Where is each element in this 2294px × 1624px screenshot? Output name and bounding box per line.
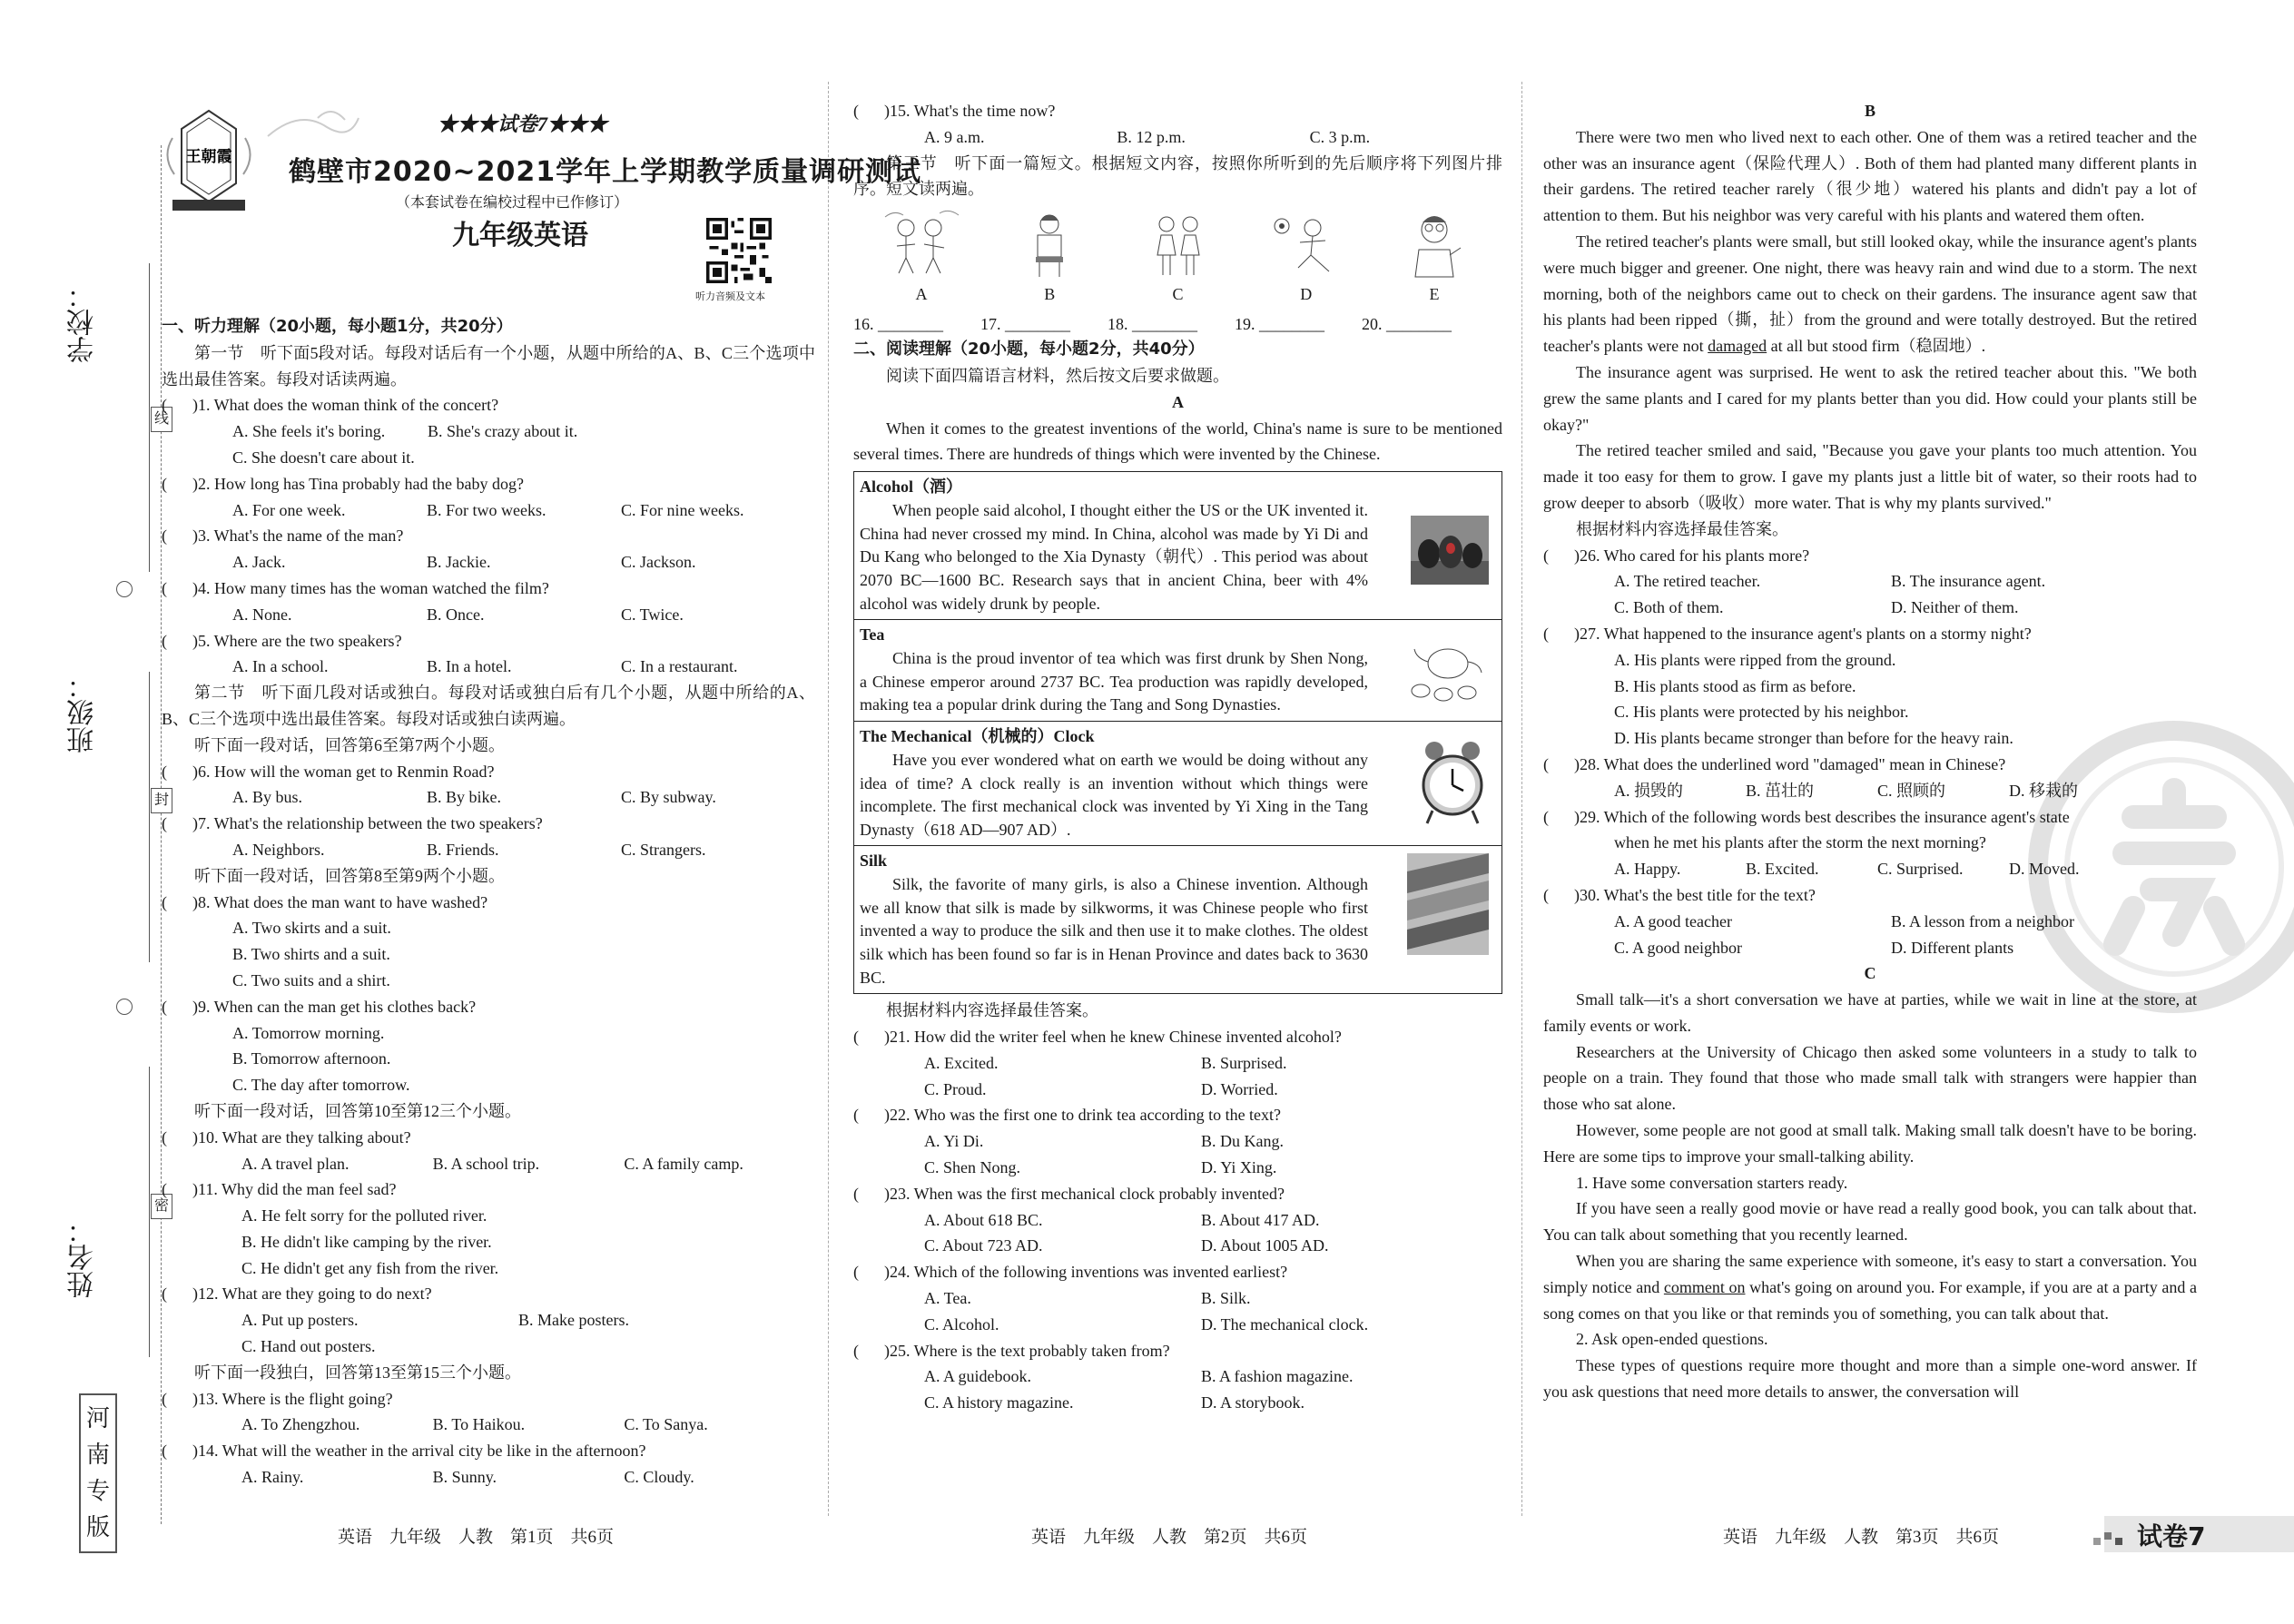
class-label: 班级： <box>67 672 99 753</box>
brand-logo <box>163 102 254 220</box>
invention-tea-title: Tea <box>860 625 885 645</box>
passage-c-label: C <box>1864 964 1876 983</box>
passage-c-para-3: However, some people are not good at small talk. Making small talk doesn't have to be boring. Here are some tips to improve your small-talking ability. <box>1543 1121 2197 1166</box>
q11-option-c[interactable]: C. He didn't get any fish from the river. <box>241 1258 499 1277</box>
passage-b-label: B <box>1864 102 1876 120</box>
question-25: ( )25. Where is the text probably taken from? <box>853 1341 1170 1360</box>
question-1: ( )1. What does the woman think of the concert? <box>162 396 499 415</box>
qr-caption: 听力音频及文本 <box>695 291 765 302</box>
invention-clock <box>854 722 1501 846</box>
invention-silk-text: Silk, the favorite of many girls, is also a Chinese invention. Although we all know that silk is made by silkworms, it was Chinese people who first invented a way to produce the silk and then use it to make clothes. The oldest silk which has been found so far is in Henan Province and dates back to 3630 BC. <box>860 875 1368 987</box>
q4-options[interactable]: A. None. B. Once. C. Twice. <box>232 605 684 624</box>
seal-mark-mi: 密 <box>151 1194 172 1219</box>
q30-options-cd[interactable]: C. A good neighbor D. Different plants <box>1614 938 2014 957</box>
q27-option-d[interactable]: D. His plants became stronger than before for the heavy rain. <box>1614 729 2013 748</box>
q25-options-ab[interactable]: A. A guidebook. B. A fashion magazine. <box>924 1367 1354 1386</box>
blank-17[interactable]: 17. ________ <box>980 315 1070 334</box>
passage-c-tip-1: 1. Have some conversation starters ready. <box>1576 1173 1848 1192</box>
question-14: ( )14. What will the weather in the arrival city be like in the afternoon? <box>162 1442 646 1461</box>
seal-mark-xian: 线 <box>151 407 172 432</box>
column-1 <box>162 314 815 1491</box>
q3-options[interactable]: A. Jack. B. Jackie. C. Jackson. <box>232 553 696 572</box>
column-3 <box>1543 98 2197 1405</box>
q28-options[interactable]: A. 损毁的 B. 茁壮的 C. 照顾的 D. 移栽的 <box>1614 781 2078 800</box>
footer-page-2: 英语 九年级 人教 第2页 共6页 <box>1031 1528 1308 1547</box>
class-line <box>149 672 150 962</box>
passage-c-para-2: Researchers at the University of Chicago then asked some volunteers in a study to talk to people on a train. They found that those who made small talk with strangers were happier than those who sat alone. <box>1543 1042 2197 1114</box>
passage-c-para-4: If you have seen a really good movie or have read a really good book, you can talk about that. You can talk about something that you recently learned. <box>1543 1199 2197 1245</box>
invention-alcohol-text: When people said alcohol, I thought either the US or the UK invented it. China had never crossed my mind. In China, alcohol was made by Yi Di and Du Kang who belonged to the Xia Dynasty（朝代）. This period was about 2070 BC—1600 BC. Research says that in ancient China, beer with 4% alcohol was widely drunk by people. <box>860 501 1368 613</box>
punch-hole-2 <box>116 999 133 1015</box>
dialogue-2-instruction: 听下面一段对话，回答第8至第9两个小题。 <box>194 866 505 885</box>
passage-b-question-instruction: 根据材料内容选择最佳答案。 <box>1576 519 1788 538</box>
invention-clock-title: The Mechanical（机械的）Clock <box>860 726 1095 745</box>
q5-options[interactable]: A. In a school. B. In a hotel. C. In a restaurant. <box>232 657 738 676</box>
kids-playing-image <box>881 208 962 281</box>
q26-options-cd[interactable]: C. Both of them. D. Neither of them. <box>1614 598 2019 617</box>
picture-c-label: C <box>1172 285 1184 304</box>
invention-silk <box>854 846 1501 993</box>
q10-options[interactable]: A. A travel plan. B. A school trip. C. A family camp. <box>241 1154 743 1173</box>
edition-badge: 河南专版 <box>79 1393 117 1553</box>
invention-clock-text: Have you ever wondered what on earth we would be doing without any idea of time? A clock really is an invention without which things were incomplete. The first mechanical clock was invented by Yi Xing in the Tang Dynasty（618 AD—907 AD）. <box>860 750 1368 839</box>
q21-options-cd[interactable]: C. Proud. D. Worried. <box>924 1079 1278 1098</box>
picture-d <box>1265 208 1347 304</box>
q12-options[interactable]: A. Put up posters. B. Make posters. <box>241 1311 629 1330</box>
blank-20[interactable]: 20. ________ <box>1362 315 1452 334</box>
section-listening-heading: 一、听力理解（20小题，每小题1分，共20分） <box>162 317 513 336</box>
q22-options-cd[interactable]: C. Shen Nong. D. Yi Xing. <box>924 1158 1277 1177</box>
q27-option-b[interactable]: B. His plants stood as firm as before. <box>1614 676 1856 695</box>
part2-instructions: 第二节 听下面几段对话或独白。每段对话或独白后有几个小题，从题中所给的A、B、C三个选项中选出最佳答案。每段对话或独白读两遍。 <box>162 684 815 728</box>
passage-a-label: A <box>1172 392 1184 411</box>
passage-a-intro: When it comes to the greatest inventions of the world, China's name is sure to be mentioned several times. There are hundreds of things which were invented by the Chinese. <box>853 418 1502 464</box>
question-3: ( )3. What's the name of the man? <box>162 527 404 546</box>
q8-option-b[interactable]: B. Two shirts and a suit. <box>232 945 390 964</box>
picture-b-label: B <box>1044 285 1056 304</box>
q9-option-c[interactable]: C. The day after tomorrow. <box>232 1076 410 1095</box>
invention-alcohol-title: Alcohol（酒） <box>860 477 963 497</box>
question-13: ( )13. Where is the flight going? <box>162 1389 393 1408</box>
question-29: ( )29. Which of the following words best describes the insurance agent's state <box>1543 807 2070 826</box>
dialogue-1-instruction: 听下面一段对话，回答第6至第7两个小题。 <box>194 735 505 754</box>
underlined-comment-on: comment on <box>1663 1277 1746 1296</box>
passage-b-para-3: The insurance agent was surprised. He went to ask the retired teacher about this. "We both grew the same plants and I cared for my plants better than you did. How could your plants still be okay?" <box>1543 362 2197 434</box>
passage-b-para-2: The retired teacher's plants were small, but still looked okay, while the insurance agent's plants were much bigger and greener. One night, there was heavy rain and wind due to a storm. The next morning, both of the neighbors came out to check on their gardens. The insurance agent saw that his plants had been ripped（撕，扯）from the ground and were totally destroyed. But the retired teacher's plants were not damaged at all but stood firm（稳固地）. <box>1543 231 2197 356</box>
silk-rolls-image <box>1407 853 1489 955</box>
question-8: ( )8. What does the man want to have washed? <box>162 892 488 911</box>
invention-tea <box>854 620 1501 722</box>
name-line <box>149 1067 150 1357</box>
question-29-cont: when he met his plants after the storm the next morning? <box>1614 833 1986 852</box>
ordering-blanks[interactable] <box>853 311 1502 337</box>
passage-b-para-4: The retired teacher smiled and said, "Because you gave your plants too much attention. You made it too easy for them to grow. I gave my plants just a little bit of water, so their roots had to grow deeper to absorb（吸收）more water. That is why my plants survived." <box>1543 441 2197 512</box>
q23-options-ab[interactable]: A. About 618 BC. B. About 417 AD. <box>924 1210 1320 1229</box>
question-30: ( )30. What's the best title for the text? <box>1543 885 1816 904</box>
revision-note: （本套试卷在编校过程中已作修订） <box>396 195 629 211</box>
blank-18[interactable]: 18. ________ <box>1108 315 1197 334</box>
passage-c-tip-2: 2. Ask open-ended questions. <box>1576 1330 1768 1349</box>
alarm-clock-image <box>1416 736 1489 827</box>
invention-silk-title: Silk <box>860 851 888 871</box>
picture-a-label: A <box>915 285 928 304</box>
question-2: ( )2. How long has Tina probably had the baby dog? <box>162 474 524 493</box>
question-9: ( )9. When can the man get his clothes back? <box>162 997 477 1016</box>
picture-e-label: E <box>1429 285 1440 304</box>
section-reading-heading: 二、阅读理解（20小题，每小题2分，共40分） <box>853 340 1205 359</box>
q1-options[interactable]: A. She feels it's boring. B. She's crazy about it. <box>232 422 578 441</box>
q11-option-a[interactable]: A. He felt sorry for the polluted river. <box>241 1206 487 1225</box>
q22-options-ab[interactable]: A. Yi Di. B. Du Kang. <box>924 1132 1284 1151</box>
q1-option-c[interactable]: C. She doesn't care about it. <box>232 448 415 467</box>
q6-options[interactable]: A. By bus. B. By bike. C. By subway. <box>232 788 716 807</box>
corner-squares-decoration <box>2093 1525 2130 1547</box>
passage-c-para-5: When you are sharing the same experience with someone, it's easy to start a conversation. You simply notice and comment on what's going on around you. For example, if you are at a party and a song comes on that you like or that reminds you of something, you can talk about that. <box>1543 1252 2198 1323</box>
passage-c-para-6: These types of questions require more thought and more than a simple one-word answer. If you ask questions that need more details to answer, the conversation will <box>1543 1356 2197 1402</box>
part1-instructions: 第一节 听下面5段对话。每段对话后有一个小题，从题中所给的A、B、C三个选项中选出最佳答案。每段对话读两遍。 <box>162 343 815 389</box>
question-10: ( )10. What are they talking about? <box>162 1127 411 1147</box>
q26-options-ab[interactable]: A. The retired teacher. B. The insurance agent. <box>1614 572 2046 591</box>
reading-instructions: 阅读下面四篇语言材料，然后按文后要求做题。 <box>886 366 1229 385</box>
q24-options-ab[interactable]: A. Tea. B. Silk. <box>924 1289 1251 1308</box>
school-line <box>149 263 150 572</box>
q27-option-c[interactable]: C. His plants were protected by his neighbor. <box>1614 703 1909 722</box>
q25-options-cd[interactable]: C. A history magazine. D. A storybook. <box>924 1393 1305 1412</box>
question-24: ( )24. Which of the following inventions was invented earliest? <box>853 1263 1288 1282</box>
question-6: ( )6. How will the woman get to Renmin Road? <box>162 762 495 781</box>
monologue-instruction: 听下面一段独白，回答第13至第15三个小题。 <box>194 1363 521 1382</box>
q27-option-a[interactable]: A. His plants were ripped from the ground. <box>1614 650 1896 669</box>
question-21: ( )21. How did the writer feel when he knew Chinese invented alcohol? <box>853 1028 1342 1047</box>
paper-number: ★★★试卷7★★★ <box>438 113 608 135</box>
binding-strip <box>54 245 127 1534</box>
question-26: ( )26. Who cared for his plants more? <box>1543 546 1810 565</box>
q29-options[interactable]: A. Happy. B. Excited. C. Surprised. D. Moved. <box>1614 860 2080 879</box>
blank-19[interactable]: 19. ________ <box>1235 315 1324 334</box>
ribbon-decoration <box>263 100 363 154</box>
two-girls-image <box>1137 208 1219 281</box>
q7-options[interactable]: A. Neighbors. B. Friends. C. Strangers. <box>232 840 706 859</box>
q12-option-c[interactable]: C. Hand out posters. <box>241 1337 376 1356</box>
subject-title: 九年级英语 <box>452 220 588 251</box>
picture-c <box>1137 208 1219 304</box>
name-label: 姓名： <box>67 1216 99 1298</box>
punch-hole-1 <box>116 581 133 597</box>
logo-text: 王朝霞 <box>185 148 232 166</box>
blank-16[interactable]: 16. ________ <box>853 315 943 334</box>
question-28: ( )28. What does the underlined word "damaged" mean in Chinese? <box>1543 754 2006 773</box>
q30-options-ab[interactable]: A. A good teacher B. A lesson from a neighbor <box>1614 911 2074 930</box>
column-divider-2 <box>1521 82 1522 1516</box>
seal-mark-feng: 封 <box>151 788 172 813</box>
q14-options[interactable]: A. Rainy. B. Sunny. C. Cloudy. <box>241 1468 694 1487</box>
school-label: 学校： <box>67 281 99 363</box>
question-15: ( )15. What's the time now? <box>853 102 1056 120</box>
passage-c-para-1: Small talk—it's a short conversation we have at parties, while we wait in line at the store, at family events or work. <box>1543 990 2197 1035</box>
q11-option-b[interactable]: B. He didn't like camping by the river. <box>241 1232 492 1251</box>
footer-page-1: 英语 九年级 人教 第1页 共6页 <box>338 1528 615 1547</box>
question-4: ( )4. How many times has the woman watched the film? <box>162 578 549 597</box>
qr-code[interactable] <box>706 218 772 283</box>
invention-tea-text: China is the proud inventor of tea which was first drunk by Shen Nong, a Chinese emperor around 2737 BC. Tea production was rapidly developed, making tea a popular drink during the Tang and Song Dynasties. <box>860 649 1368 714</box>
q8-option-c[interactable]: C. Two suits and a shirt. <box>232 970 390 989</box>
alcohol-jars-image <box>1411 516 1489 585</box>
picture-d-label: D <box>1300 285 1313 304</box>
part3-instructions: 第三节 听下面一篇短文。根据短文内容，按照你所听到的先后顺序将下列图片排序。短文读两遍。 <box>853 153 1502 199</box>
column-2 <box>853 98 1502 1416</box>
question-12: ( )12. What are they going to do next? <box>162 1284 432 1304</box>
question-22: ( )22. Who was the first one to drink tea according to the text? <box>853 1106 1282 1125</box>
q8-option-a[interactable]: A. Two skirts and a suit. <box>232 919 391 938</box>
dialogue-3-instruction: 听下面一段对话，回答第10至第12三个小题。 <box>194 1101 521 1120</box>
column-divider-1 <box>828 82 829 1516</box>
picture-e <box>1393 208 1475 304</box>
q21-options-ab[interactable]: A. Excited. B. Surprised. <box>924 1053 1287 1072</box>
picture-a <box>881 208 962 304</box>
tea-set-image <box>1407 636 1489 709</box>
corner-paper-label: 试卷7 <box>2137 1521 2206 1551</box>
question-7: ( )7. What's the relationship between the two speakers? <box>162 814 543 833</box>
underlined-damaged: damaged <box>1708 337 1767 356</box>
question-11: ( )11. Why did the man feel sad? <box>162 1180 397 1199</box>
picture-b <box>1009 208 1090 304</box>
question-5: ( )5. Where are the two speakers? <box>162 631 402 650</box>
boy-soccer-image <box>1265 208 1347 281</box>
footer-page-3: 英语 九年级 人教 第3页 共6页 <box>1723 1528 2000 1547</box>
inventions-table <box>853 471 1502 994</box>
exam-title: 鹤壁市2020~2021学年上学期教学质量调研测试 <box>289 156 922 188</box>
man-thinking-image <box>1393 208 1475 281</box>
q13-options[interactable]: A. To Zhengzhou. B. To Haikou. C. To Sanya. <box>241 1415 708 1434</box>
invention-alcohol <box>854 472 1501 620</box>
q23-options-cd[interactable]: C. About 723 AD. D. About 1005 AD. <box>924 1236 1329 1255</box>
passage-b-para-1: There were two men who lived next to each other. One of them was a retired teacher and the other was an insurance agent（保险代理人）. Both of them had planted many different plants in their gardens. The retired teacher rarely（很少地）watered his plants and didn't pay a lot of attention to them. But his neighbor was very careful with his plants and watered them often. <box>1543 127 2197 225</box>
q24-options-cd[interactable]: C. Alcohol. D. The mechanical clock. <box>924 1314 1369 1334</box>
q2-options[interactable]: A. For one week. B. For two weeks. C. For nine weeks. <box>232 500 744 519</box>
question-23: ( )23. When was the first mechanical clock probably invented? <box>853 1184 1285 1203</box>
q9-option-a[interactable]: A. Tomorrow morning. <box>232 1023 385 1042</box>
q9-option-b[interactable]: B. Tomorrow afternoon. <box>232 1049 391 1068</box>
q15-options[interactable]: A. 9 a.m. B. 12 p.m. C. 3 p.m. <box>924 127 1371 146</box>
question-27: ( )27. What happened to the insurance agent's plants on a stormy night? <box>1543 624 2032 643</box>
passage-a-question-instruction: 根据材料内容选择最佳答案。 <box>886 1001 1098 1020</box>
girl-reading-image <box>1009 208 1090 281</box>
listening-pictures <box>853 202 1502 304</box>
